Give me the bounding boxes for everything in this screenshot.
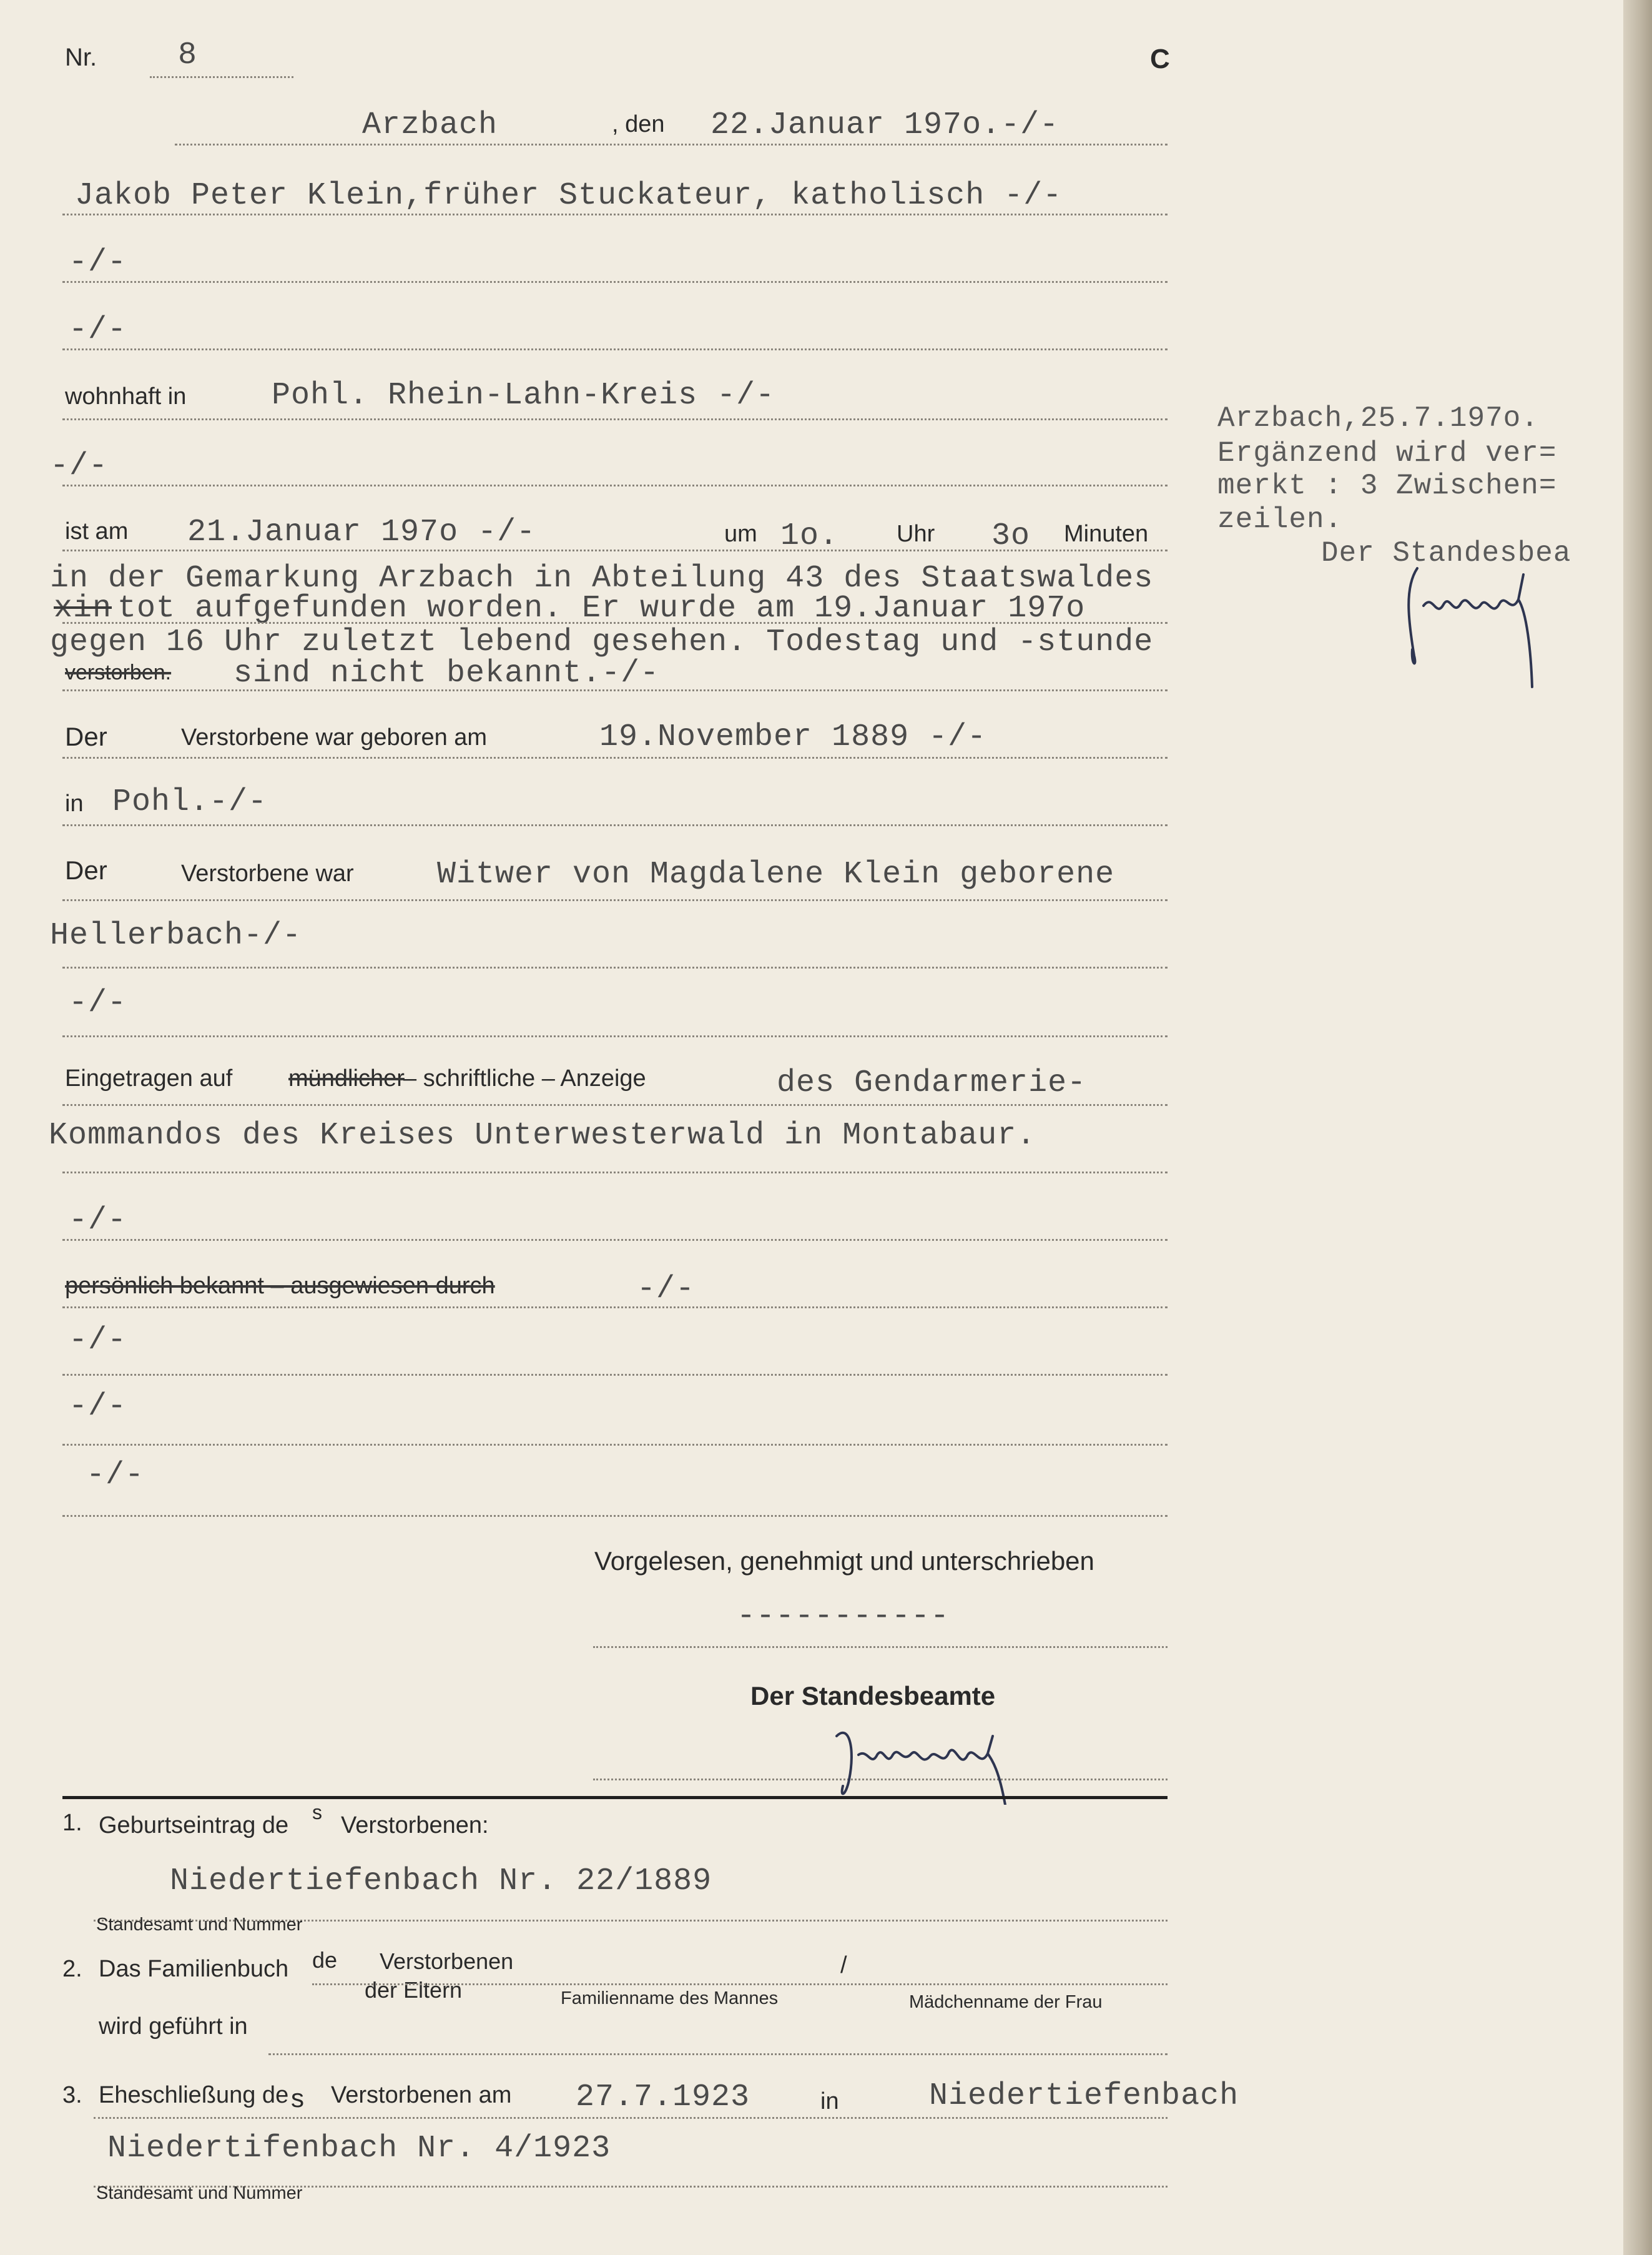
item-2-number: 2. bbox=[62, 1956, 82, 1982]
rule-birth-2 bbox=[62, 824, 1168, 826]
birth-in-label: in bbox=[65, 791, 84, 817]
rule-registration-2 bbox=[62, 1172, 1168, 1173]
registration-text-2: Kommandos des Kreises Unterwesterwald in Montabaur. bbox=[49, 1118, 1036, 1153]
closing-dashes: ----------- bbox=[737, 1599, 950, 1634]
den-label: , den bbox=[612, 111, 665, 137]
ist-am-label: ist am bbox=[65, 518, 129, 545]
death-line-c: gegen 16 Uhr zuletzt lebend gesehen. Todestag und -stunde bbox=[50, 624, 1154, 660]
registrar-signature bbox=[824, 1711, 1030, 1805]
blank-line-2: -/- bbox=[69, 1389, 127, 1424]
item-1-label-a: Geburtseintrag de bbox=[99, 1812, 289, 1838]
rule-death-2 bbox=[62, 622, 1168, 624]
death-hour: 1o. bbox=[780, 518, 839, 554]
registration-label-a: Eingetragen auf bbox=[65, 1065, 233, 1092]
item-2-de: de bbox=[312, 1947, 338, 1973]
marital-war-label: Verstorbene war bbox=[181, 861, 354, 887]
item-2-verstorbenen: Verstorbenen bbox=[380, 1948, 514, 1974]
death-date: 21.Januar 197o -/- bbox=[187, 515, 536, 550]
rule-blank-1 bbox=[62, 1374, 1168, 1376]
uhr-label: Uhr bbox=[897, 521, 935, 547]
rule-blank-2 bbox=[62, 1444, 1168, 1446]
item-2-husband: Familienname des Mannes bbox=[561, 1988, 779, 2008]
marital-text: Witwer von Magdalene Klein geborene bbox=[437, 857, 1115, 892]
person-line-3: -/- bbox=[69, 312, 127, 348]
person-line-1: Jakob Peter Klein,früher Stuckateur, katholisch -/- bbox=[75, 178, 1063, 214]
margin-note-line-4: zeilen. bbox=[1217, 503, 1343, 536]
marital-line-3: -/- bbox=[69, 985, 127, 1021]
item-1-sup: s bbox=[312, 1801, 322, 1823]
registrar-label: Der Standesbeamte bbox=[750, 1681, 996, 1710]
date-rule bbox=[175, 144, 1168, 146]
registration-label-b: – schriftliche – Anzeige bbox=[403, 1065, 646, 1092]
item-1-sub: Standesamt und Nummer bbox=[96, 1915, 303, 1935]
marital-der-label: Der bbox=[65, 856, 107, 885]
um-label: um bbox=[724, 521, 757, 547]
blank-line-1: -/- bbox=[69, 1323, 127, 1358]
rule-person-1 bbox=[62, 214, 1168, 215]
item-2-eltern: der Eltern bbox=[365, 1977, 463, 2003]
minuten-label: Minuten bbox=[1064, 521, 1149, 547]
verstorben-label: verstorben. bbox=[65, 661, 172, 684]
item-1-number: 1. bbox=[62, 1810, 82, 1836]
residence-label: wohnhaft in bbox=[65, 383, 187, 410]
nr-rule bbox=[150, 76, 293, 78]
death-line-b: tot aufgefunden worden. Er wurde am 19.Januar 197o bbox=[117, 591, 1086, 626]
item-2-label: Das Familienbuch bbox=[99, 1956, 289, 1982]
rule-closing-1 bbox=[593, 1646, 1168, 1648]
margin-note-line-1: Arzbach,25.7.197o. bbox=[1217, 402, 1539, 435]
rule-death-3 bbox=[62, 689, 1168, 691]
margin-note-line-5: Der Standesbea bbox=[1321, 537, 1571, 570]
item-3-s: s bbox=[291, 2083, 304, 2113]
item-3-label-b: Verstorbenen am bbox=[331, 2082, 512, 2108]
rule-item-2b bbox=[268, 2053, 1168, 2055]
item-1-value: Niedertiefenbach Nr. 22/1889 bbox=[170, 1863, 712, 1899]
registration-text-1: des Gendarmerie- bbox=[777, 1065, 1087, 1101]
item-1-label-b: Verstorbenen: bbox=[341, 1812, 489, 1838]
birth-der-label: Der bbox=[65, 722, 107, 751]
section-separator bbox=[62, 1796, 1168, 1799]
born-label: Verstorbene war geboren am bbox=[181, 724, 488, 751]
item-3-in: in bbox=[820, 2088, 839, 2114]
item-3-date: 27.7.1923 bbox=[576, 2080, 750, 2115]
item-3-sub: Standesamt und Nummer bbox=[96, 2183, 303, 2203]
residence-cont: -/- bbox=[50, 448, 109, 484]
marital-text-cont: Hellerbach-/- bbox=[50, 918, 302, 954]
identified-struck: persönlich bekannt – ausgewiesen durch bbox=[65, 1273, 495, 1299]
rule-residence-2 bbox=[62, 485, 1168, 486]
rule-item-3 bbox=[94, 2117, 1168, 2119]
rule-person-3 bbox=[62, 348, 1168, 350]
birth-date: 19.November 1889 -/- bbox=[599, 719, 987, 755]
rule-residence bbox=[62, 418, 1168, 420]
death-line-d: sind nicht bekannt.-/- bbox=[234, 656, 660, 691]
item-2-slash: / bbox=[840, 1952, 847, 1978]
registration-text-3: -/- bbox=[69, 1203, 127, 1238]
death-line-a: in der Gemarkung Arzbach in Abteilung 43 des Staatswaldes bbox=[50, 561, 1154, 596]
page-edge bbox=[1623, 0, 1652, 2255]
rule-marital-3 bbox=[62, 1035, 1168, 1037]
rule-birth-1 bbox=[62, 757, 1168, 759]
rule-blank-3 bbox=[62, 1515, 1168, 1517]
item-2-wird: wird geführt in bbox=[99, 2013, 248, 2040]
place: Arzbach bbox=[362, 107, 498, 143]
rule-death-1 bbox=[62, 550, 1168, 551]
birth-place: Pohl.-/- bbox=[112, 784, 268, 820]
rule-marital-2 bbox=[62, 967, 1168, 969]
blank-line-3: -/- bbox=[86, 1458, 145, 1493]
nr-value: 8 bbox=[178, 37, 198, 73]
rule-item-2 bbox=[312, 1983, 1168, 1985]
rule-registration-1 bbox=[62, 1104, 1168, 1106]
margin-signature bbox=[1399, 550, 1567, 693]
residence: Pohl. Rhein-Lahn-Kreis -/- bbox=[272, 378, 775, 413]
rule-identified bbox=[62, 1306, 1168, 1308]
item-3-value: Niedertifenbach Nr. 4/1923 bbox=[107, 2131, 611, 2166]
person-line-2: -/- bbox=[69, 245, 127, 280]
item-3-label-a: Eheschließung de bbox=[99, 2082, 289, 2108]
margin-note-line-3: merkt : 3 Zwischen= bbox=[1217, 470, 1557, 502]
death-minutes: 3o bbox=[991, 518, 1031, 554]
identified-tail: -/- bbox=[637, 1271, 696, 1307]
nr-label: Nr. bbox=[65, 44, 97, 71]
death-line-b-prefix: xin bbox=[54, 591, 112, 626]
item-3-place: Niedertiefenbach bbox=[929, 2078, 1239, 2114]
corner-letter: C bbox=[1150, 44, 1170, 74]
rule-registration-3 bbox=[62, 1239, 1168, 1241]
read-approved-label: Vorgelesen, genehmigt und unterschrieben bbox=[594, 1546, 1094, 1576]
item-2-wife: Mädchenname der Frau bbox=[909, 1992, 1103, 2012]
margin-note-line-2: Ergänzend wird ver= bbox=[1217, 437, 1557, 470]
item-3-number: 3. bbox=[62, 2082, 82, 2108]
rule-marital-1 bbox=[62, 899, 1168, 901]
rule-person-2 bbox=[62, 281, 1168, 283]
date: 22.Januar 197o.-/- bbox=[710, 107, 1060, 143]
registration-struck: mündlicher bbox=[288, 1065, 405, 1092]
